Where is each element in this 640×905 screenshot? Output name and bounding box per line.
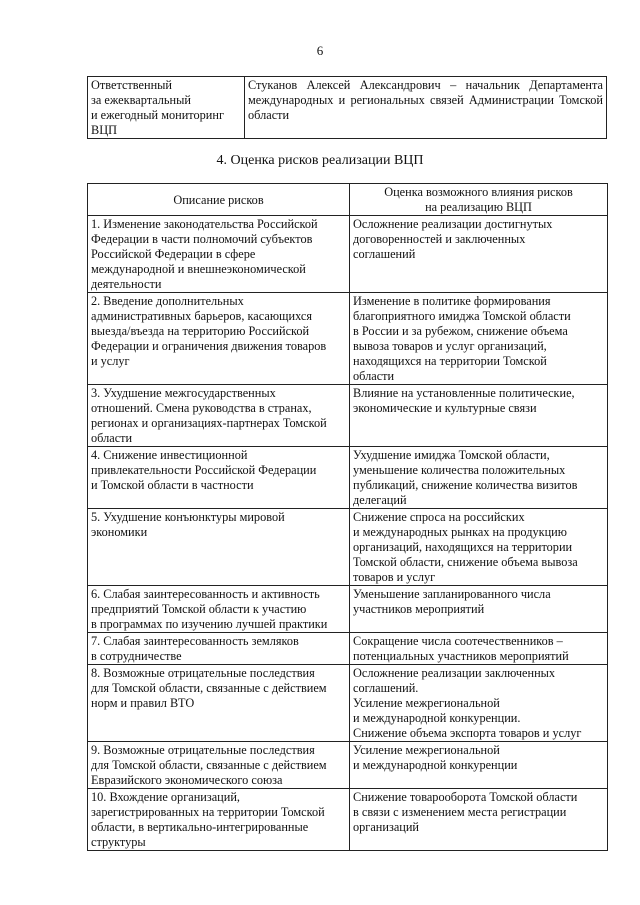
responsible-row (88, 77, 607, 139)
impact-cell: Ухудшение имиджа Томской области, уменьшение количества положительных публикаций, снижение количества визитов делегаций (350, 447, 608, 509)
section-title: 4. Оценка рисков реализации ВЦП (216, 153, 424, 168)
risk-cell: 8. Возможные отрицательные последствия для Томской области, связанные с действием норм и правил ВТО (88, 665, 350, 742)
header-risk-description: Описание рисков (88, 184, 350, 216)
risk-cell: 2. Введение дополнительных административных барьеров, касающихся выезда/въезда на территорию Российской Федерации и ограничения движения товаров и услуг (88, 293, 350, 385)
table-row (88, 742, 608, 789)
table-row (88, 509, 608, 586)
impact-cell: Осложнение реализации достигнутых договоренностей и заключенных соглашений (350, 216, 608, 293)
risk-table-header-row (88, 184, 608, 216)
impact-cell: Сокращение числа соотечественников – потенциальных участников мероприятий (350, 633, 608, 665)
table-row (88, 586, 608, 633)
responsible-value: Стуканов Алексей Александрович – начальник Департамента международных и региональных связей Администрации Томской области (245, 77, 607, 139)
page-number: 6 (316, 43, 324, 58)
table-row (88, 293, 608, 385)
risk-table (87, 183, 608, 851)
risk-cell: 1. Изменение законодательства Российской Федерации в части полномочий субъектов Российской Федерации в сфере международной и внешнеэкономической деятельности (88, 216, 350, 293)
risk-cell: 4. Снижение инвестиционной привлекательности Российской Федерации и Томской области в частности (88, 447, 350, 509)
responsible-label: Ответственный за ежеквартальный и ежегодный мониторинг ВЦП (88, 77, 245, 139)
risk-cell: 10. Вхождение организаций, зарегистрированных на территории Томской области, в вертикально-интегрированные структуры (88, 789, 350, 851)
table-row (88, 385, 608, 447)
impact-cell: Снижение товарооборота Томской области в связи с изменением места регистрации организаций (350, 789, 608, 851)
risk-cell: 7. Слабая заинтересованность земляков в сотрудничестве (88, 633, 350, 665)
risk-cell: 3. Ухудшение межгосударственных отношений. Смена руководства в странах, регионах и организациях-партнерах Томской области (88, 385, 350, 447)
header-risk-impact: Оценка возможного влияния рисков на реализацию ВЦП (350, 184, 608, 216)
table-row (88, 789, 608, 851)
table-row (88, 216, 608, 293)
risk-cell: 9. Возможные отрицательные последствия для Томской области, связанные с действием Евразийского экономического союза (88, 742, 350, 789)
risk-cell: 5. Ухудшение конъюнктуры мировой экономики (88, 509, 350, 586)
impact-cell: Снижение спроса на российских и международных рынках на продукцию организаций, находящихся на территории Томской области, снижение объема вывоза товаров и услуг (350, 509, 608, 586)
impact-cell: Уменьшение запланированного числа участников мероприятий (350, 586, 608, 633)
table-row (88, 447, 608, 509)
impact-cell: Усиление межрегиональной и международной конкуренции (350, 742, 608, 789)
impact-cell: Изменение в политике формирования благоприятного имиджа Томской области в России и за рубежом, снижение объема вывоза товаров и услуг организаций, находящихся на территории Томской области (350, 293, 608, 385)
table-row (88, 665, 608, 742)
table-row (88, 633, 608, 665)
responsible-table (87, 76, 607, 139)
impact-cell: Осложнение реализации заключенных соглашений. Усиление межрегиональной и международной конкуренции. Снижение объема экспорта товаров и услуг (350, 665, 608, 742)
risk-cell: 6. Слабая заинтересованность и активность предприятий Томской области к участию в программах по изучению лучшей практики (88, 586, 350, 633)
impact-cell: Влияние на установленные политические, экономические и культурные связи (350, 385, 608, 447)
